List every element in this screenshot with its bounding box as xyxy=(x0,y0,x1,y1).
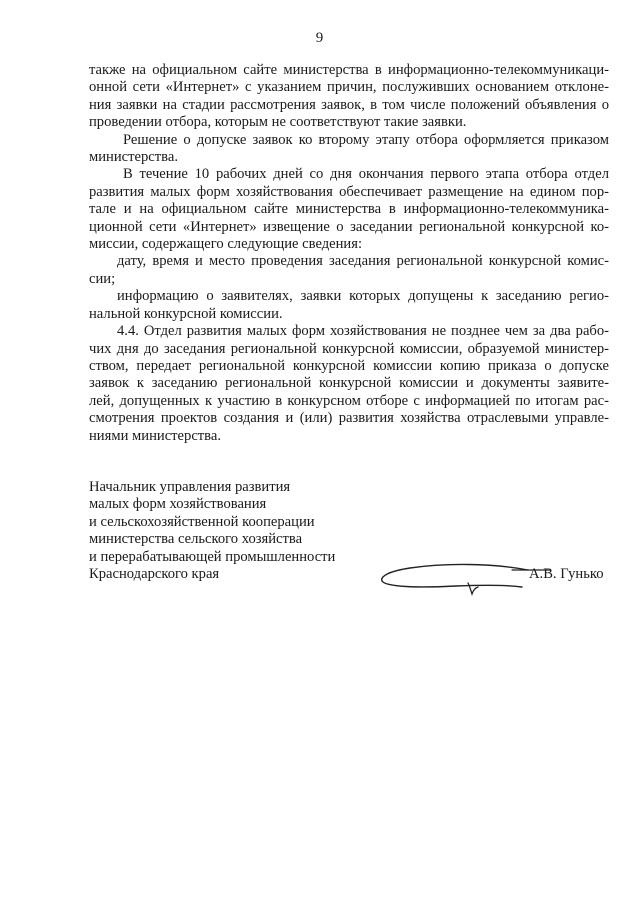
signatory-title-line: малых форм хозяйствования xyxy=(89,496,267,513)
text-line: ниями министерства. xyxy=(89,427,221,444)
text-line: также на официальном сайте министерства в информационно-телекоммуникаци- xyxy=(89,62,609,78)
text-line: миссии, содержащего следующие сведения: xyxy=(89,236,363,253)
paragraph xyxy=(89,288,609,323)
document-body xyxy=(89,62,609,445)
signatory-title-line: и перерабатывающей промышленности xyxy=(89,548,336,565)
text-line: министерства. xyxy=(89,149,178,166)
text-line: развития малых форм хозяйствования обеспечивает размещение на едином пор- xyxy=(89,183,609,200)
signatory-name: А.В. Гунько xyxy=(529,566,604,582)
text-line: 4.4. Отдел развития малых форм хозяйствования не позднее чем за два рабо- xyxy=(117,323,609,340)
handwritten-signature xyxy=(372,554,552,598)
text-line: онной сети «Интернет» с указанием причин, послуживших основанием отклоне- xyxy=(89,79,609,96)
text-line: заявок к заседанию региональной конкурсной комиссии и документы заявите- xyxy=(89,375,609,392)
text-line: информацию о заявителях, заявки которых допущены к заседанию регио- xyxy=(117,288,609,305)
paragraph xyxy=(89,62,609,132)
text-line: проведении отбора, которым не соответствуют такие заявки. xyxy=(89,114,467,131)
text-line: смотрения проектов создания и (или) развития хозяйства отраслевыми управле- xyxy=(89,410,609,427)
text-line: чих дня до заседания региональной конкурсной комиссии, образуемой министер- xyxy=(89,340,609,357)
text-line: сии; xyxy=(89,270,116,287)
paragraph xyxy=(89,132,609,167)
text-line: Решение о допуске заявок ко второму этапу отбора оформляется приказом xyxy=(123,131,609,148)
signatory-title-line: Начальник управления развития xyxy=(89,479,291,495)
signatory-title-line: и сельскохозяйственной кооперации xyxy=(89,513,315,530)
text-line: ния заявки на стадии рассмотрения заявок, в том числе положений объявления о xyxy=(89,96,609,113)
page-number: 9 xyxy=(315,30,324,46)
paragraph xyxy=(89,166,609,253)
text-line: тале и на официальном сайте министерства в информационно-телекоммуника- xyxy=(89,201,609,218)
signatory-title-line: Краснодарского края xyxy=(89,566,220,583)
text-line: В течение 10 рабочих дней со дня окончания первого этапа отбора отдел xyxy=(123,166,609,183)
text-line: лей, допущенных к участию в конкурсном отборе с информацией по итогам рас- xyxy=(89,392,609,409)
text-line: ционной сети «Интернет» извещение о заседании региональной конкурсной ко- xyxy=(89,218,609,235)
signatory-title xyxy=(89,479,335,583)
text-line: ством, передает региональной конкурсной комиссии копию приказа о допуске xyxy=(89,357,609,374)
text-line: нальной конкурсной комиссии. xyxy=(89,305,283,322)
paragraph xyxy=(89,323,609,445)
signatory-title-line: министерства сельского хозяйства xyxy=(89,531,303,548)
paragraph xyxy=(89,253,609,288)
text-line: дату, время и место проведения заседания региональной конкурсной комис- xyxy=(117,253,609,270)
